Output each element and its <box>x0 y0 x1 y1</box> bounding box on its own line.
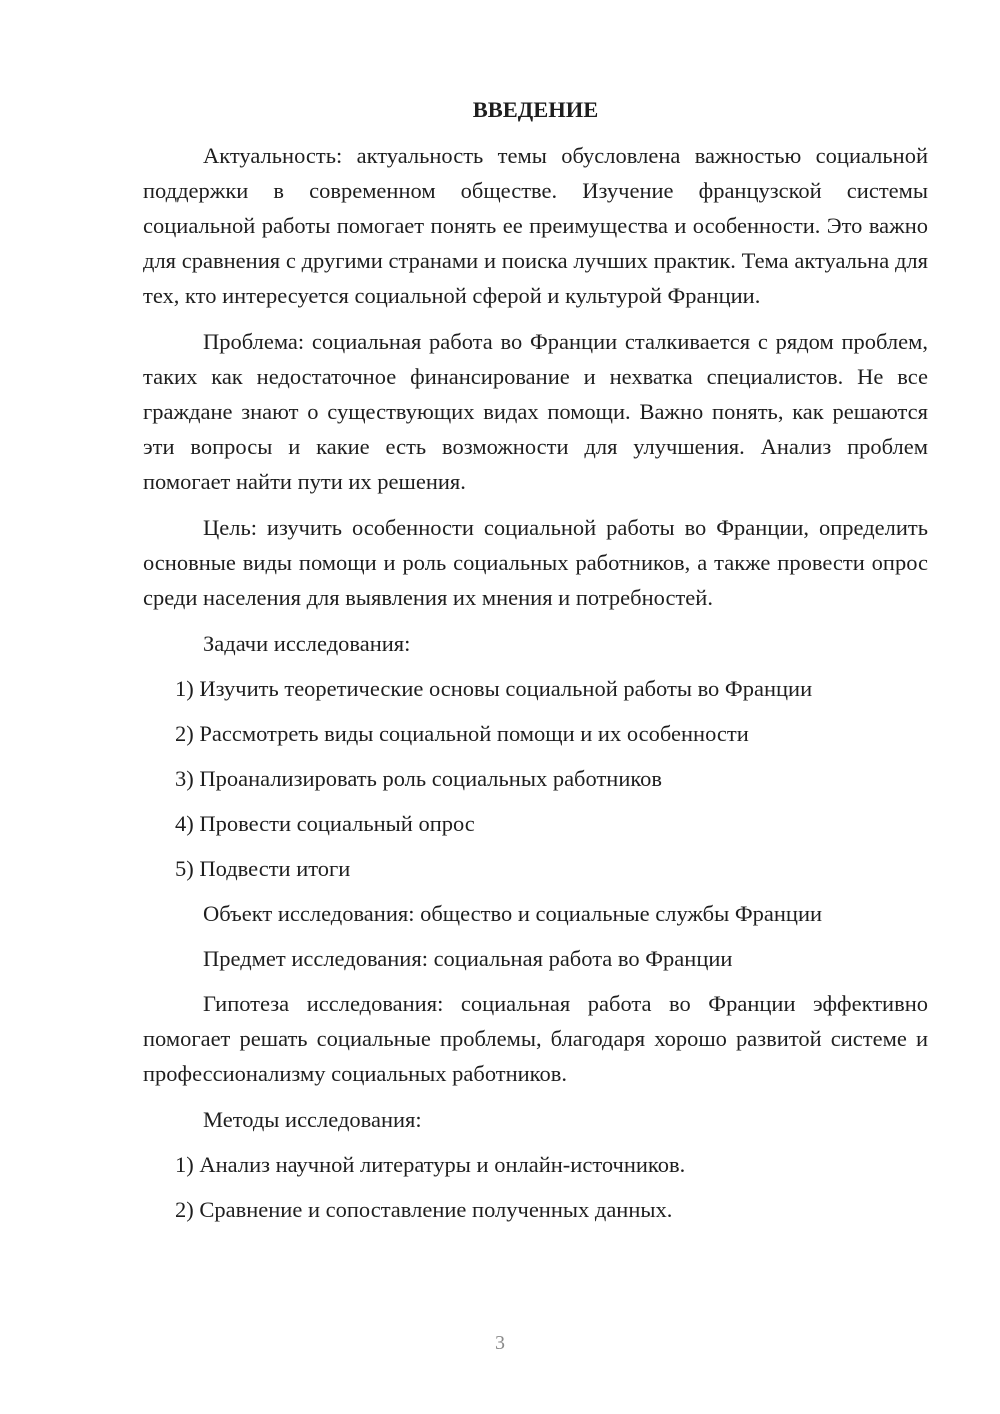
method-item: 2) Сравнение и сопоставление полученных данных. <box>175 1197 673 1222</box>
research-subject: Предмет исследования: социальная работа во Франции <box>203 946 733 971</box>
relevance-paragraph: Актуальность: актуальность темы обусловлена важностью социальной поддержки в современном обществе. Изучение французской системы социальной работы помогает понять ее преимущества и особенности. Это важно для сравнения с другими странами и поиска лучших практик. Тема актуальна для тех, кто интересуется социальной сферой и культурой Франции. <box>143 143 928 308</box>
task-item: 5) Подвести итоги <box>175 856 351 881</box>
document-page <box>143 95 928 1237</box>
method-item: 1) Анализ научной литературы и онлайн-источников. <box>175 1152 686 1177</box>
methods-label: Методы исследования: <box>203 1107 422 1132</box>
goal-paragraph: Цель: изучить особенности социальной работы во Франции, определить основные виды помощи и роль социальных работников, а также провести опрос среди населения для выявления их мнения и потребностей. <box>143 515 928 610</box>
research-object: Объект исследования: общество и социальные службы Франции <box>203 901 823 926</box>
hypothesis-paragraph: Гипотеза исследования: социальная работа во Франции эффективно помогает решать социальные проблемы, благодаря хорошо развитой системе и профессионализму социальных работников. <box>143 991 928 1086</box>
page-title: ВВЕДЕНИЕ <box>472 97 599 122</box>
problem-paragraph: Проблема: социальная работа во Франции сталкивается с рядом проблем, таких как недостаточное финансирование и нехватка специалистов. Не все граждане знают о существующих видах помощи. Важно понять, как решаются эти вопросы и какие есть возможности для улучшения. Анализ проблем помогает найти пути их решения. <box>143 329 928 494</box>
task-item: 1) Изучить теоретические основы социальной работы во Франции <box>175 676 813 701</box>
task-item: 4) Провести социальный опрос <box>175 811 475 836</box>
page-number: 3 <box>495 1332 505 1354</box>
task-item: 3) Проанализировать роль социальных работников <box>175 766 663 791</box>
tasks-label: Задачи исследования: <box>203 631 411 656</box>
task-item: 2) Рассмотреть виды социальной помощи и их особенности <box>175 721 749 746</box>
